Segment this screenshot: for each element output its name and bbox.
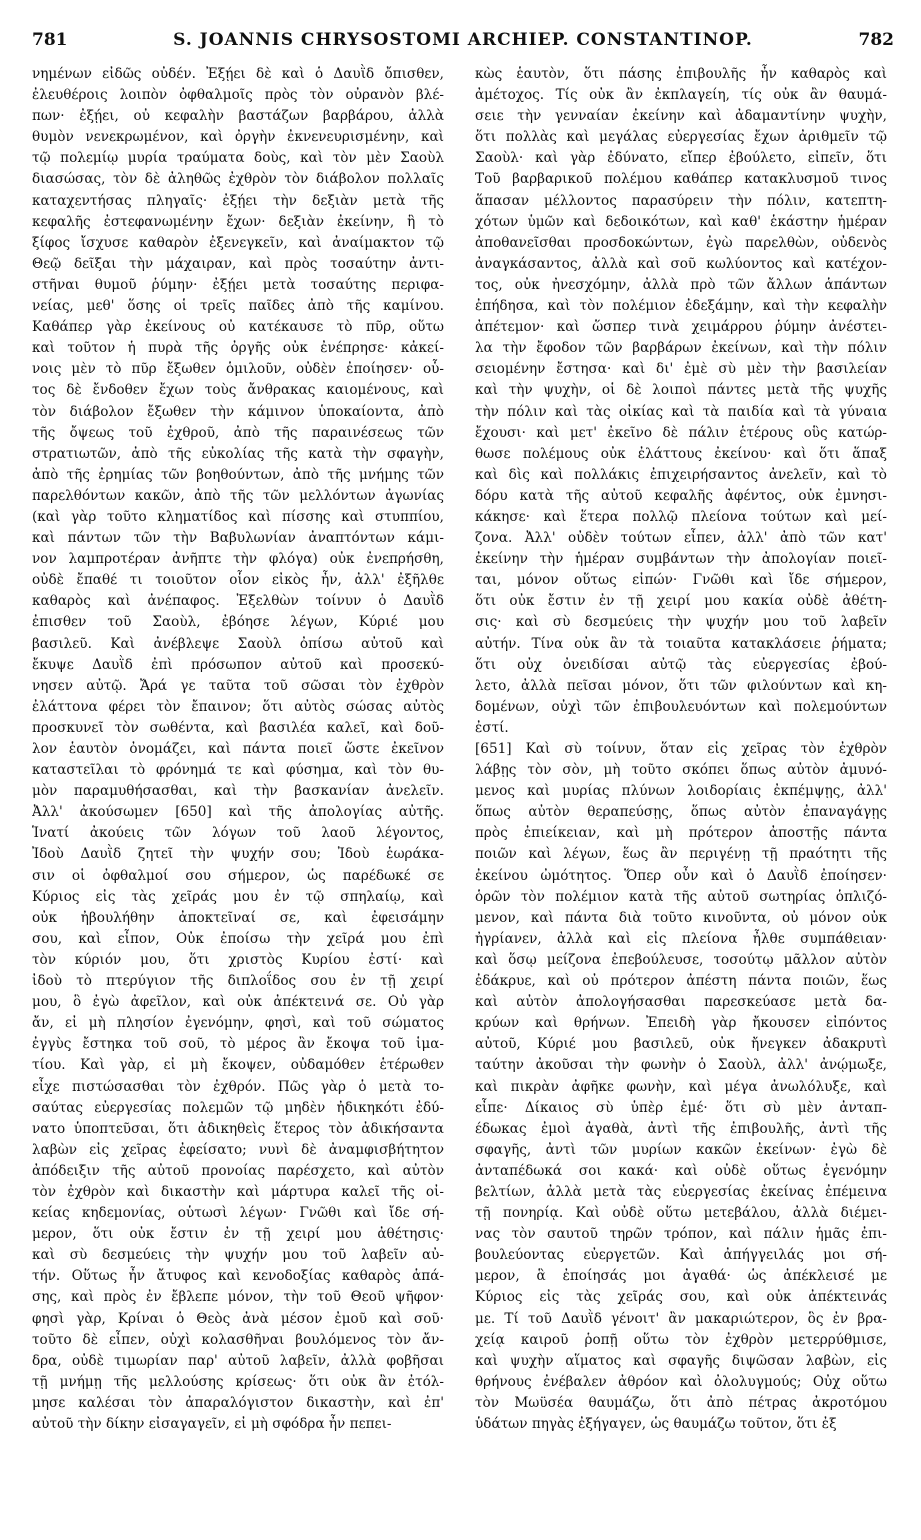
text-line: τῇ μνήμῃ τῆς μελλούσης κρίσεως· ὅτι οὐκ ἂν ἐτόλ- xyxy=(32,1373,444,1390)
text-line: κὼς ἑαυτὸν, ὅτι πάσης ἐπιβουλῆς ἦν καθαρὸς καὶ xyxy=(475,66,887,82)
text-line: αὐτήν. Τίνα οὐκ ἂν τὰ τοιαῦτα κατακλάσειε ῥήματα; xyxy=(475,635,887,652)
text-line: τῇ πονηρίᾳ. Καὶ οὐδὲ οὕτω μετεβάλου, ἀλλὰ διέμει- xyxy=(475,1205,887,1222)
text-line: καὶ ὅσῳ μείζονα ἐπεβούλευσε, τοσούτῳ μᾶλλον αὐτὸν xyxy=(475,951,887,968)
text-line: ἐγγὺς ἔστηκα τοῦ σοῦ, τὸ μέρος ἂν ἔκοψα τοῦ ἱμα- xyxy=(32,1036,444,1053)
text-line: καὶ σὺ δεσμεύεις τὴν ψυχήν μου τοῦ λαβεῖν αὐ- xyxy=(32,1247,444,1264)
text-line: ὅτι οὐκ ἔστιν ἐν τῇ χειρί μου κακία οὐδὲ ἀθέτη- xyxy=(475,593,887,610)
text-line: αὐτοῦ, Κύριέ μου βασιλεῦ, οὐκ ἤνεγκεν ἀδακρυτὶ xyxy=(475,1036,887,1053)
text-line: Καθάπερ γὰρ ἐκείνους οὐ κατέκαυσε τὸ πῦρ, οὕτω xyxy=(32,319,444,336)
text-line: ἀμέτοχος. Τίς οὐκ ἂν ἐκπλαγείη, τίς οὐκ ἂν θαυμά- xyxy=(475,87,887,104)
text-line: ἔχουσι· καὶ μετ' ἐκεῖνο δὲ πάλιν ἑτέρους οὓς κατώρ- xyxy=(475,424,887,441)
text-line: τος, οὐκ ἠνεσχόμην, ἀλλὰ πρὸ τῶν ἄλλων ἁπάντων xyxy=(475,276,887,293)
text-line: ἀπέτεμον· καὶ ὥσπερ τινὰ χειμάρρου ῥύμην ἀνέστει- xyxy=(475,319,887,336)
text-line: ἐκείνην τὴν ἡμέραν συμβάντων τὴν ἀπολογίαν ποιεῖ- xyxy=(475,551,887,568)
text-line: ἐπήδησα, καὶ τὸν πολέμιον ἐδεξάμην, καὶ τὴν κεφαλὴν xyxy=(475,298,887,315)
text-line: νοις μὲν τὸ πῦρ ἔξωθεν ὁμιλοῦν, οὐδὲν ἐποίησεν· οὗ- xyxy=(32,361,444,378)
text-line: λον ἑαυτὸν ὀνομάζει, καὶ πάντα ποιεῖ ὥστε ἐκεῖνον xyxy=(32,741,444,757)
text-line: ἐστί. xyxy=(475,719,509,736)
text-line: νας τὸν σαυτοῦ τηρῶν τρόπον, καὶ πάλιν ἡμᾶς ἐπι- xyxy=(475,1226,887,1243)
page-header xyxy=(32,30,894,58)
text-line: δρα, οὐδὲ τιμωρίαν παρ' αὐτοῦ λαβεῖν, ἀλλὰ φοβῆσαι xyxy=(32,1352,444,1369)
text-line: ται, μόνον οὕτως εἰπών· Γνῶθι καὶ ἴδε σήμερον, xyxy=(475,572,887,589)
text-line: Τοῦ βαρβαρικοῦ πολέμου καθάπερ κατακλυσμοῦ τινος xyxy=(475,171,887,188)
text-line: κεφαλῆς ἐστεφανωμένην ἔχων· δεξιὰν ἐκείνην, ἣ τὸ xyxy=(32,213,444,230)
text-line: σις· καὶ σὺ δεσμεύεις τὴν ψυχήν μου τοῦ λαβεῖν xyxy=(475,614,887,631)
text-line: σιν οἱ ὀφθαλμοί σου σήμερον, ὡς παρέδωκέ σε xyxy=(32,867,444,884)
text-line: καὶ πικρὰν ἀφῆκε φωνὴν, καὶ μέγα ἀνωλόλυξε, καὶ xyxy=(475,1078,887,1095)
text-line: τὸν διάβολον ἔξωθεν τὴν κάμινον ὑποκαίοντα, ἀπὸ xyxy=(32,403,444,420)
text-line: τίου. Καὶ γὰρ, εἰ μὴ ἔκοψεν, οὐδαμόθεν ἑτέρωθεν xyxy=(32,1057,444,1074)
text-line: σαύτας εὐεργεσίας πολεμῶν τῷ μηδὲν ἠδικηκότι ἐδύ- xyxy=(32,1099,444,1116)
running-title: S. JOANNIS CHRYSOSTOMI ARCHIEP. CONSTANTINOP. xyxy=(173,30,753,50)
text-line: καὶ πάντων τῶν τὴν Βαβυλωνίαν ἀναπτόντων κάμι- xyxy=(32,530,444,547)
text-line: (καὶ γὰρ τοῦτο κληματίδος καὶ πίσσης καὶ στυππίου, xyxy=(32,508,444,525)
text-line: εἶχε πιστώσασθαι τὸν ἐχθρόν. Πῶς γὰρ ὁ μετὰ το- xyxy=(32,1078,444,1095)
text-line: σης, καὶ πρὸς ἐν ἔβλεπε μόνον, τὴν τοῦ Θεοῦ ψῆφον· xyxy=(32,1289,444,1306)
text-line: ταύτην ἀκοῦσαι τὴν φωνὴν ὁ Σαοὺλ, ἀλλ' ἀνῴμωξε, xyxy=(475,1057,887,1074)
text-line: μησε καλέσαι τὸν ἀπαραλόγιστον δικαστὴν, καὶ ἐπ' xyxy=(32,1394,444,1411)
text-line: λάβῃς τὸν σὸν, μὴ τοῦτο σκόπει ὅπως αὐτὸν ἀμυνό- xyxy=(475,762,887,779)
text-line: τὸν ἐχθρὸν καὶ δικαστὴν καὶ μάρτυρα καλεῖ τῆς οἰ- xyxy=(32,1183,444,1200)
text-line: Κύριος εἰς τὰς χεῖράς μου ἐν τῷ σπηλαίῳ, καὶ xyxy=(32,888,444,905)
text-line: μενον, καὶ πάντα διὰ τοῦτο κινοῦντα, οὐ μόνον οὐκ xyxy=(475,909,887,926)
text-line: μερον, ὅτι οὐκ ἔστιν ἐν τῇ χειρί μου ἀθέτησις· xyxy=(32,1226,444,1243)
text-line: κρύων καὶ θρήνων. Ἐπειδὴ γὰρ ἤκουσεν εἰπόντος xyxy=(475,1015,887,1032)
text-line: κείας κηδεμονίας, οὑτωσὶ λέγων· Γνῶθι καὶ ἴδε σή- xyxy=(32,1205,444,1222)
text-line: μου, ὃ ἐγὼ ἀφεῖλον, καὶ οὐκ ἀπέκτεινά σε. Οὐ γὰρ xyxy=(32,994,444,1011)
text-line: τῆς ὄψεως τοῦ ἐχθροῦ, ἀπὸ τῆς παραινέσεως τῶν xyxy=(32,424,444,441)
page-number-left: 781 xyxy=(32,30,68,50)
text-line: στρατιωτῶν, ἀπὸ τῆς εὐκολίας τῆς κατὰ τὴν σφαγὴν, xyxy=(32,445,444,462)
text-line: ἐπισθεν τοῦ Σαοὺλ, ἐβόησε λέγων, Κύριέ μου xyxy=(32,614,444,631)
text-line: καὶ αὐτὸν ἀπολογήσασθαι παρεσκεύασε μετὰ δα- xyxy=(475,994,887,1011)
text-line: διασώσας, τὸν δὲ ἀληθῶς ἐχθρὸν τὸν διάβολον πολλαῖς xyxy=(32,171,444,188)
text-line: τοῦτο δὲ εἶπεν, οὐχὶ κολασθῆναι βουλόμενος τὸν ἄν- xyxy=(32,1331,444,1348)
text-line: νημένων εἰδῶς οὐδέν. Ἐξῄει δὲ καὶ ὁ Δαυῒδ ὄπισθεν, xyxy=(32,66,444,82)
text-line: Σαοὺλ· καὶ γὰρ ἐδύνατο, εἴπερ ἐβούλετο, εἰπεῖν, ὅτι xyxy=(475,150,887,167)
text-line: ἀνταπέδωκά σοι κακά· καὶ οὐδὲ οὕτως ἐγενόμην xyxy=(475,1162,887,1179)
text-line: λετο, ἀλλὰ πεῖσαι μόνον, ὅτι τῶν φιλούντων καὶ κη- xyxy=(475,677,887,694)
text-line: φησὶ γὰρ, Κρίναι ὁ Θεὸς ἀνὰ μέσον ἐμοῦ καὶ σοῦ· xyxy=(32,1310,444,1327)
text-line: καταστεῖλαι τὸ φρόνημά τε καὶ φύσημα, καὶ τὸν θυ- xyxy=(32,762,444,779)
text-line: ξίφος ἴσχυσε καθαρὸν ἐξενεγκεῖν, καὶ ἀναίμακτον τῷ xyxy=(32,234,444,251)
text-line: λαβὼν εἰς χεῖρας ἐφείσατο; νυνὶ δὲ ἀναμφισβήτητον xyxy=(32,1141,444,1158)
text-line: χότων ὑμῶν καὶ δεδοικότων, καὶ καθ' ἑκάστην ἡμέραν xyxy=(475,213,887,230)
text-line: ὅτι οὐχ ὀνειδίσαι αὐτῷ τὰς εὐεργεσίας ἐβού- xyxy=(475,656,887,673)
text-line: καὶ τοῦτον ἡ πυρὰ τῆς ὀργῆς οὐκ ἐνέπρησε· κἀκεί- xyxy=(32,340,444,357)
text-line: βασιλεῦ. Καὶ ἀνέβλεψε Σαοὺλ ὀπίσω αὐτοῦ καὶ xyxy=(32,635,444,652)
text-line: ἐλάττονα φέρει τὸν ἔπαινον; ὅτι αὐτὸς σώσας αὐτὸς xyxy=(32,698,444,715)
text-line: χείᾳ καιροῦ ῥοπῇ οὕτω τὸν ἐχθρὸν μετερρύθμισε, xyxy=(475,1331,887,1348)
text-line: σειομένην ἔστησα· καὶ δι' ἐμὲ σὺ μὲν τὴν βασιλείαν xyxy=(475,361,887,378)
text-line: τῷ πολεμίῳ μυρία τραύματα δοὺς, καὶ τὸν μὲν Σαοὺλ xyxy=(32,150,444,167)
text-line: δόρυ κατὰ τῆς αὐτοῦ κεφαλῆς ἀφέντος, οὐκ ἐμνησι- xyxy=(475,487,887,504)
text-line: ἰδοὺ τὸ πτερύγιον τῆς διπλοΐδος σου ἐν τῇ χειρί xyxy=(32,973,444,990)
left-column xyxy=(32,64,444,1435)
text-line: οὐκ ἠβουλήθην ἀποκτεῖναί σε, καὶ ἐφεισάμην xyxy=(32,909,444,926)
text-line: καὶ δὶς καὶ πολλάκις ἐπιχειρήσαντος ἀνελεῖν, καὶ τὸ xyxy=(475,466,887,483)
text-line: ἀποθανεῖσθαι προσδοκώντων, ἐγὼ παρελθὼν, οὐδενὸς xyxy=(475,234,887,251)
text-line: νείας, μεθ' ὅσης οἱ τρεῖς παῖδες ἀπὸ τῆς καμίνου. xyxy=(32,298,444,315)
text-line: αὐτοῦ τὴν δίκην εἰσαγαγεῖν, εἰ μὴ σφόδρα ἦν πεπει- xyxy=(32,1416,392,1432)
text-line: κάκησε· καὶ ἕτερα πολλῷ πλείονα τούτων καὶ μεί- xyxy=(475,508,887,525)
text-line: θωσε πολέμους οὐκ ἐλάττους ἐκείνου· καὶ ὅτι ἅπαξ xyxy=(475,445,887,462)
text-line: ἄν, εἰ μὴ πλησίον ἐγενόμην, φησὶ, καὶ τοῦ σώματος xyxy=(32,1015,444,1032)
text-line: ὅτι πολλὰς καὶ μεγάλας εὐεργεσίας ἔχων ἀριθμεῖν τῷ xyxy=(475,129,887,146)
text-line: ἐλευθέροις λοιπὸν ὀφθαλμοῖς πρὸς τὸν οὐρανὸν βλέ- xyxy=(32,87,444,104)
text-line: [651] Καὶ σὺ τοίνυν, ὅταν εἰς χεῖρας τὸν ἐχθρὸν xyxy=(475,741,887,757)
text-line: σειε τὴν γενναίαν ἐκείνην καὶ ἀδαμαντίνην ψυχὴν, xyxy=(475,108,887,125)
text-line: νησεν αὐτῷ. Ἄρά γε ταῦτα τοῦ σῶσαι τὸν ἐχθρὸν xyxy=(32,677,444,694)
text-line: Ἀλλ' ἀκούσωμεν [650] καὶ τῆς ἀπολογίας αὐτῆς. xyxy=(32,804,444,821)
text-line: δομένων, οὐχὶ τῶν ἐπιβουλευόντων καὶ πολεμούντων xyxy=(475,698,887,715)
text-line: ὁρῶν τὸν πολέμιον κατὰ τῆς αὐτοῦ σωτηρίας ὁπλιζό- xyxy=(475,888,887,905)
page-number-right: 782 xyxy=(858,30,894,50)
text-line: ὅπως αὐτὸν θεραπεύσῃς, ὅπως αὐτὸν ἐπαναγάγῃς xyxy=(475,804,887,821)
text-line: ποιῶν καὶ λέγων, ἕως ἂν περιγένῃ τῇ πραότητι τῆς xyxy=(475,846,887,863)
text-line: καὶ ψυχὴν αἵματος καὶ σφαγῆς διψῶσαν λαβὼν, εἰς xyxy=(475,1352,887,1369)
text-line: προσκυνεῖ τὸν σωθέντα, καὶ βασιλέα καλεῖ, καὶ δοῦ- xyxy=(32,719,444,736)
text-line: τος δὲ ἔνδοθεν ἔχων τοὺς ἄνθρακας καιομένους, καὶ xyxy=(32,382,444,399)
text-line: ἐκείνου ὠμότητος. Ὅπερ οὖν καὶ ὁ Δαυῒδ ἐποίησεν· xyxy=(475,867,887,884)
text-line: θυμὸν νενεκρωμένον, καὶ ὀργὴν ἐκνενευρισμένην, καὶ xyxy=(32,129,444,146)
text-line: ἀναγκάσαντος, ἀλλὰ καὶ σοῦ κωλύοντος καὶ κατέχον- xyxy=(475,255,887,272)
text-line: νατο ὑποπτεῦσαι, ὅτι ἀδικηθεὶς ἕτερος τὸν ἀδικήσαντα xyxy=(32,1120,444,1137)
text-line: ἔκυψε Δαυῒδ ἐπὶ πρόσωπον αὐτοῦ καὶ προσεκύ- xyxy=(32,656,444,673)
text-line: νον λαμπροτέραν ἀνῆπτε τὴν φλόγα) οὐκ ἐνεπρήσθη, xyxy=(32,551,444,568)
text-line: ἀπόδειξιν τῆς αὐτοῦ προνοίας παρέσχετο, καὶ αὐτὸν xyxy=(32,1162,444,1179)
text-line: πρὸς ἐπιείκειαν, καὶ μὴ πρότερον ἀποστῇς πάντα xyxy=(475,825,887,842)
text-line: έδωκας ἐμοὶ ἀγαθὰ, ἀντὶ τῆς ἐπιβουλῆς, ἀντὶ τῆς xyxy=(475,1120,887,1137)
text-line: οὐδὲ ἔπαθέ τι τοιοῦτον οἷον εἰκὸς ἦν, ἀλλ' ἐξῆλθε xyxy=(32,572,444,589)
text-line: Ἱνατί ἀκούεις τῶν λόγων τοῦ λαοῦ λέγοντος, xyxy=(32,825,444,842)
text-line: τήν. Οὕτως ἦν ἄτυφος καὶ κενοδοξίας καθαρὸς ἁπά- xyxy=(32,1268,444,1285)
text-line: ἠγρίανεν, ἀλλὰ καὶ εἰς πλείονα ἦλθε συμπάθειαν· xyxy=(475,930,887,947)
text-line: με. Τί τοῦ Δαυῒδ γένοιτ' ἂν μακαριώτερον, ὃς ἐν βρα- xyxy=(475,1310,887,1327)
right-column xyxy=(475,64,887,1435)
text-line: Ἰδοὺ Δαυῒδ ζητεῖ τὴν ψυχήν σου; Ἰδοὺ ἑωράκα- xyxy=(32,846,444,863)
text-line: σφαγῆς, ἀντὶ τῶν μυρίων κακῶν ἐκείνων· ἐγὼ δὲ xyxy=(475,1141,887,1158)
text-line: ἀπὸ τῆς ἐρημίας τῶν βοηθούντων, ἀπὸ τῆς μνήμης τῶν xyxy=(32,466,444,483)
text-line: τὸν κύριόν μου, ὅτι χριστὸς Κυρίου ἐστί· καὶ xyxy=(32,951,444,968)
text-line: παρελθόντων κακῶν, ἀπὸ τῆς τῶν μελλόντων ἀγωνίας xyxy=(32,487,444,504)
text-line: ζονα. Ἀλλ' οὐδὲν τούτων εἶπεν, ἀλλ' ἀπὸ τῶν κατ' xyxy=(475,530,887,547)
text-line: θρήνους ἐνέβαλεν ἀθρόον καὶ ὀλολυγμούς; Οὐχ οὕτω xyxy=(475,1373,887,1390)
text-line: βουλεύοντας εὐεργετῶν. Καὶ ἀπήγγειλάς μοι σή- xyxy=(475,1247,887,1264)
text-line: τὴν πόλιν καὶ τὰς οἰκίας καὶ τὰ παιδία καὶ τὰ γύναια xyxy=(475,403,887,420)
text-line: βελτίων, ἀλλὰ μετὰ τὰς εὐεργεσίας ἐκείνας ἐπέμεινα xyxy=(475,1183,887,1200)
text-line: στῆναι θυμοῦ ῥύμην· ἐξῄει μετὰ τοσαύτης περιφα- xyxy=(32,276,444,293)
text-line: Κύριος εἰς τὰς χεῖράς σου, καὶ οὐκ ἀπέκτεινάς xyxy=(475,1289,887,1306)
text-line: λα τὴν ἔφοδον τῶν βαρβάρων ἐκείνων, καὶ τὴν πόλιν xyxy=(475,340,887,357)
text-line: σου, καὶ εἶπον, Οὐκ ἐποίσω τὴν χεῖρά μου ἐπὶ xyxy=(32,930,444,947)
text-line: καταχεντήσας πληγαῖς· ἐξῄει τὴν δεξιὰν μετὰ τῆς xyxy=(32,192,444,209)
text-line: μενος καὶ μυρίας πλύνων λοιδορίαις ἐκπέμψῃς, ἀλλ' xyxy=(475,783,887,800)
text-line: Θεῷ δεῖξαι τὴν μάχαιραν, καὶ πρὸς τοσαύτην ἀντι- xyxy=(32,255,444,272)
text-line: ὑδάτων πηγὰς ἐξήγαγεν, ὡς θαυμάζω τοῦτον, ὅτι ἐξ xyxy=(475,1416,837,1432)
text-line: μερον, ἃ ἐποίησάς μοι ἀγαθά· ὡς ἀπέκλεισέ με xyxy=(475,1268,887,1285)
text-line: καὶ τὴν ψυχὴν, οἱ δὲ λοιποὶ πάντες μετὰ τῆς ψυχῆς xyxy=(475,382,887,399)
text-line: μὸν παραμυθήσασθαι, καὶ τὴν βασκανίαν ἀνελεῖν. xyxy=(32,783,444,800)
text-line: καθαρὸς καὶ ἀνέπαφος. Ἐξελθὼν τοίνυν ὁ Δαυῒδ xyxy=(32,593,444,610)
text-line: ἐδάκρυε, καὶ οὐ πρότερον ἀπέστη πάντα ποιῶν, ἕως xyxy=(475,973,887,990)
text-line: ἅπασαν μέλλοντος παρασύρειν τὴν πόλιν, κατεπτη- xyxy=(475,192,887,209)
text-line: τὸν Μωϋσέα θαυμάζω, ὅτι ἀπὸ πέτρας ἀκροτόμου xyxy=(475,1394,887,1411)
text-line: εἶπε· Δίκαιος σὺ ὑπὲρ ἐμέ· ὅτι σὺ μὲν ἀνταπ- xyxy=(475,1099,887,1116)
text-line: πων· ἐξῄει, οὐ κεφαλὴν βαστάζων βαρβάρου, ἀλλὰ xyxy=(32,108,444,125)
